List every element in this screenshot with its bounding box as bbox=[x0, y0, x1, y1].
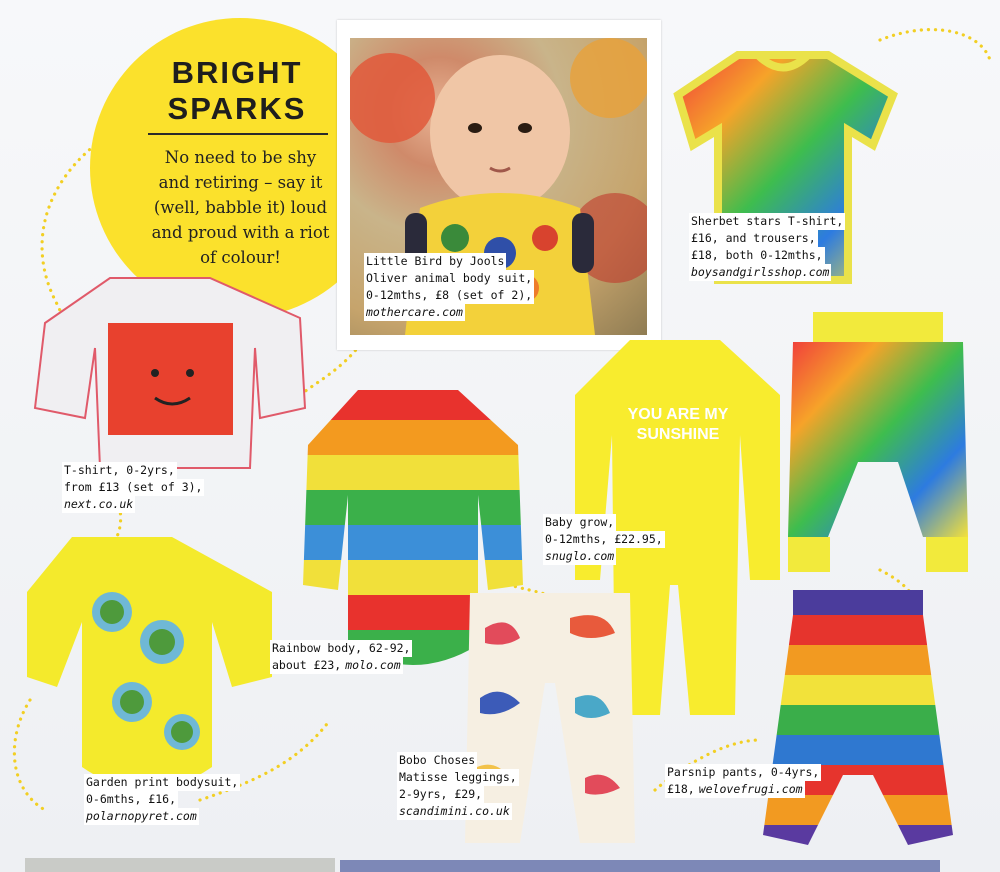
caption-line: from £13 (set of 3), bbox=[64, 480, 203, 494]
parsnip-pants-image bbox=[758, 590, 958, 855]
caption-line: T-shirt, 0-2yrs, bbox=[64, 463, 175, 477]
headline bbox=[112, 55, 362, 127]
next-tshirt-image bbox=[30, 278, 310, 470]
caption-url: snuglo.com bbox=[545, 549, 615, 563]
intro-line: and retiring – say it bbox=[158, 173, 323, 192]
caption-line: Baby grow, bbox=[545, 515, 615, 529]
garden-bodysuit-image bbox=[22, 532, 277, 807]
sherbet-trousers-image bbox=[783, 312, 973, 577]
bottom-strip-right bbox=[340, 860, 940, 872]
caption-url: boysandgirlsshop.com bbox=[691, 265, 830, 279]
caption-url: molo.com bbox=[345, 658, 401, 672]
caption-parsnip-pants bbox=[665, 764, 821, 798]
caption-url: mothercare.com bbox=[366, 305, 463, 319]
caption-bobo-choses bbox=[397, 752, 519, 820]
caption-line: Oliver animal body suit, bbox=[366, 271, 533, 285]
caption-next-tshirt bbox=[62, 462, 204, 513]
caption-line: Parsnip pants, 0-4yrs, bbox=[667, 765, 820, 779]
caption-line: Little Bird by Jools bbox=[366, 254, 505, 268]
caption-rainbow-body bbox=[270, 640, 412, 674]
caption-line: 2-9yrs, £29, bbox=[399, 787, 483, 801]
headline-rule bbox=[148, 133, 328, 135]
caption-line: 0-6mths, £16, bbox=[86, 792, 177, 806]
caption-line: 0-12mths, £22.95, bbox=[545, 532, 663, 546]
caption-line: £18, both 0-12mths, bbox=[691, 248, 823, 262]
headline-line-2: SPARKS bbox=[167, 91, 307, 126]
caption-url: polarnopyret.com bbox=[86, 809, 197, 823]
caption-line: Matisse leggings, bbox=[399, 770, 517, 784]
intro-line: and proud with a riot bbox=[151, 223, 330, 242]
intro-line: of colour! bbox=[200, 248, 281, 267]
caption-sherbet-stars bbox=[689, 213, 845, 281]
intro-line: No need to be shy bbox=[164, 148, 317, 167]
headline-line-1: BRIGHT bbox=[171, 55, 303, 90]
caption-line: Bobo Choses bbox=[399, 753, 476, 767]
caption-baby-grow bbox=[543, 514, 665, 565]
baby-grow-print-line-1: YOU ARE MY bbox=[627, 406, 729, 423]
caption-url: scandimini.co.uk bbox=[399, 804, 510, 818]
caption-line: £16, and trousers, bbox=[691, 231, 816, 245]
caption-line: Garden print bodysuit, bbox=[86, 775, 239, 789]
caption-line: Rainbow body, 62-92, bbox=[272, 641, 411, 655]
caption-line: about £23, bbox=[272, 658, 342, 672]
intro-text bbox=[118, 145, 363, 270]
bottom-strip-left bbox=[25, 858, 335, 872]
caption-garden-bodysuit bbox=[84, 774, 240, 825]
caption-little-bird bbox=[364, 253, 534, 321]
baby-grow-print-line-2: SUNSHINE bbox=[636, 426, 720, 443]
intro-line: (well, babble it) loud bbox=[153, 198, 328, 217]
caption-url: next.co.uk bbox=[64, 497, 134, 511]
caption-url: welovefrugi.com bbox=[698, 782, 803, 796]
caption-line: £18, bbox=[667, 782, 695, 796]
caption-line: 0-12mths, £8 (set of 2), bbox=[366, 288, 533, 302]
caption-line: Sherbet stars T-shirt, bbox=[691, 214, 844, 228]
